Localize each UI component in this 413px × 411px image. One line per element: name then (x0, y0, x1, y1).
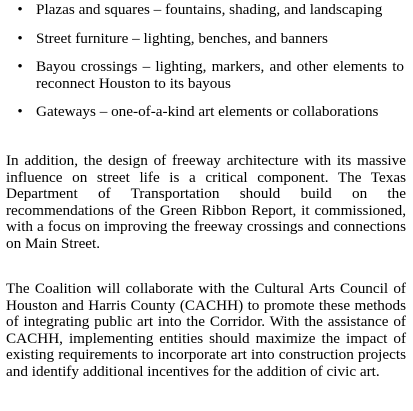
paragraph-coalition: The Coalition will collaborate with the Cultural Arts Council of Houston and Harris County (CACHH) to promote these methods of integrating public art into the Corridor. With the assistance of CACHH, implementing entities should maximize the impact of existing requirements to incorporate art into construction projects and identify additional incentives for the addition of civic art. (6, 280, 406, 380)
list-item (0, 59, 406, 92)
dash: – (142, 58, 151, 76)
list-item (0, 2, 406, 19)
bullet-term: Bayou crossings (36, 58, 138, 76)
bullet-term: Plazas and squares (36, 1, 150, 18)
bullet-text: lighting, benches, and banners (143, 29, 328, 47)
bullet-text: lighting, markers, and other elements to reconnect Houston to its bayous (36, 58, 405, 92)
bullet-text: fountains, shading, and landscaping (165, 1, 383, 18)
dash: – (99, 103, 108, 121)
dash: – (153, 1, 162, 18)
bullet-icon: • (17, 58, 23, 76)
dash: – (132, 29, 140, 47)
bullet-term: Gateways (36, 103, 96, 121)
paragraph-freeway: In addition, the design of freeway architecture with its massive influence on street life is a critical component. The Texas Department of Transportation should build on the recommendations of the Green Ribbon Report, it commissioned, with a focus on improving the freeway crossings and connections on Main Street. (6, 152, 406, 252)
bullet-term: Street furniture (36, 29, 129, 47)
bullet-icon: • (17, 1, 23, 18)
bullet-icon: • (17, 29, 23, 47)
bullet-icon: • (17, 103, 23, 121)
bullet-text: one-of-a-kind art elements or collaborations (111, 103, 379, 121)
list-item (0, 31, 406, 48)
bullet-list (0, 2, 406, 133)
list-item (0, 104, 406, 121)
